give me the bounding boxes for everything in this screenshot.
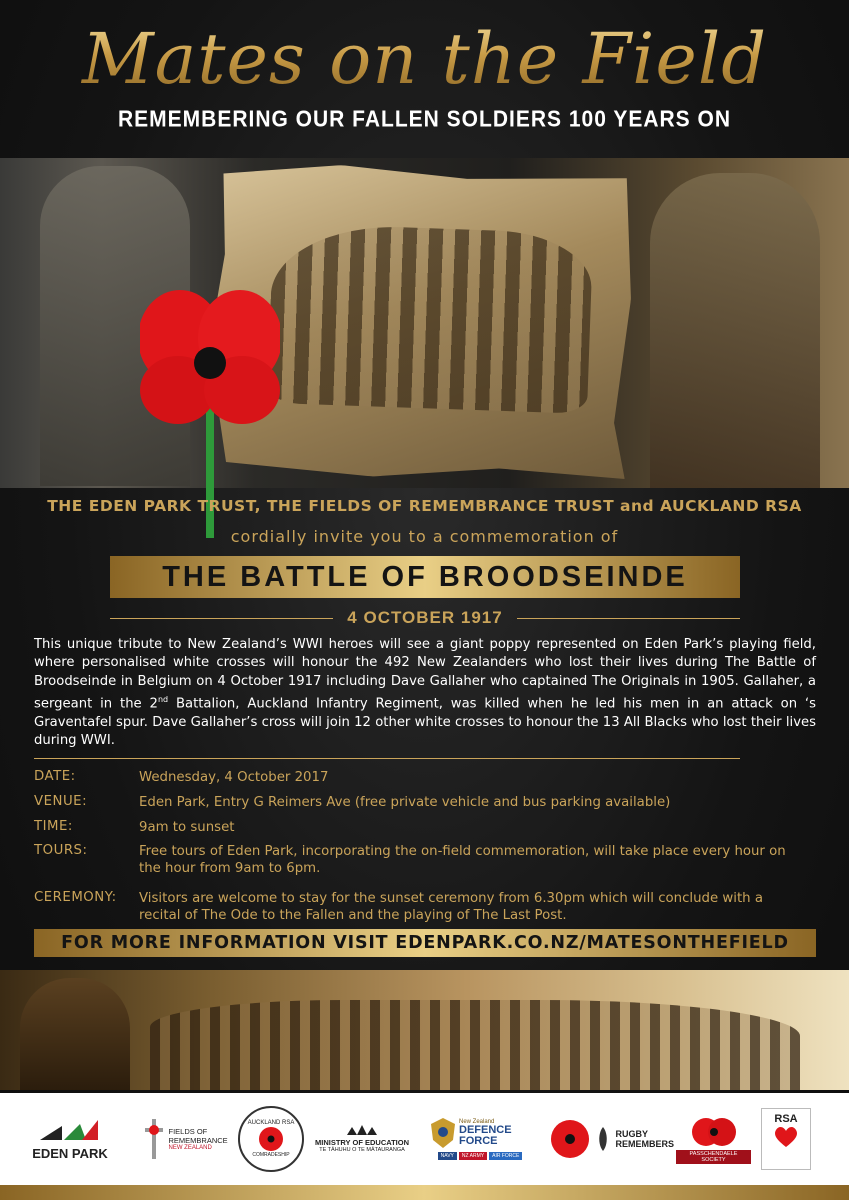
cross-icon [143, 1119, 165, 1159]
event-date-line [110, 608, 740, 628]
footer-strip [0, 1185, 849, 1200]
divider [110, 618, 333, 619]
ordinal-suffix: nd [157, 694, 169, 704]
event-date: 4 OCTOBER 1917 [347, 608, 503, 627]
ceremony-value: Visitors are welcome to stay for the sunset ceremony from 6.30pm which will conclude with a recital of The Ode to the Fallen and the playing of The Last Post. [139, 891, 763, 923]
detail-ceremony [34, 890, 799, 924]
venue-value: Eden Park, Entry G Reimers Ave (free private vehicle and bus parking available) [139, 795, 671, 810]
silver-fern-icon [596, 1127, 610, 1151]
nz-defence-force-logo [425, 1093, 535, 1185]
detail-time [34, 819, 799, 836]
poppy-icon [550, 1119, 590, 1159]
description-paragraph [34, 636, 816, 750]
divider [517, 618, 740, 619]
soldiers-artillery-image [150, 1000, 800, 1090]
tours-value: Free tours of Eden Park, incorporating the on-field commemoration, will take place every hour on the hour from 9am to 6pm. [139, 844, 786, 876]
date-value: Wednesday, 4 October 2017 [139, 770, 329, 785]
passchendaele-society-logo [676, 1093, 751, 1185]
fields-sub-text: NEW ZEALAND [168, 1145, 212, 1151]
time-label: TIME: [34, 819, 73, 834]
comradeship-text: COMRADESHIP [252, 1152, 290, 1158]
fields-text: FIELDS OF REMEMBRANCE [168, 1127, 228, 1145]
event-banner [110, 556, 740, 598]
historic-photo-strip [0, 970, 849, 1090]
rugby-remembers-logo [545, 1093, 675, 1185]
eden-park-logo [30, 1093, 110, 1185]
passchendaele-text: PASSCHENDAELE SOCIETY [676, 1150, 751, 1164]
army-badge: NZ ARMY [459, 1152, 487, 1160]
eden-park-text: EDEN PARK [32, 1145, 108, 1161]
ceremony-label: CEREMONY: [34, 890, 117, 905]
rsa-text: RSA [774, 1113, 798, 1125]
poppy-icon [686, 1114, 742, 1154]
poster-title: Mates on the Field [0, 18, 849, 100]
rugby-remembers-text: RUGBY REMEMBERS [615, 1129, 675, 1149]
detail-tours [34, 843, 799, 877]
defence-crest-icon [431, 1118, 455, 1148]
poster-subtitle: REMEMBERING OUR FALLEN SOLDIERS 100 YEARS ON [117, 106, 732, 133]
eden-park-mark-icon [40, 1118, 100, 1140]
air-force-badge: AIR FORCE [489, 1152, 522, 1160]
rugby-player-image [650, 173, 820, 488]
rugby-player-image [20, 978, 130, 1090]
invite-line: cordially invite you to a commemoration of [230, 527, 619, 546]
description-part-2: Battalion, Auckland Infantry Regiment, was killed when he led his men in an attack on ‘s Graventafel spur. Dave Gallaher’s cross will join 12 other white crosses to honour the 13 All Blacks who lost their lives during WWI. [34, 696, 816, 748]
detail-date [34, 769, 799, 786]
detail-venue [34, 794, 799, 811]
defence-text: DEFENCE FORCE [459, 1124, 512, 1147]
sponsor-logos [0, 1093, 849, 1185]
moe-sub-text: TE TĀHUHU O TE MĀTAURANGA [319, 1147, 405, 1153]
venue-label: VENUE: [34, 794, 88, 809]
heart-icon [773, 1125, 799, 1149]
time-value: 9am to sunset [139, 820, 235, 835]
more-info-banner [34, 929, 816, 957]
divider [34, 758, 740, 759]
auckland-rsa-logo [236, 1093, 306, 1185]
more-info-link[interactable]: FOR MORE INFORMATION VISIT EDENPARK.CO.NZ/MATESONTHEFIELD [61, 933, 789, 953]
event-title: THE BATTLE OF BROODSEINDE [162, 560, 688, 593]
poppy-stem [206, 398, 214, 538]
navy-badge: NAVY [438, 1152, 457, 1160]
photo-collage [0, 158, 849, 488]
auckland-rsa-badge [238, 1106, 304, 1172]
ministry-of-education-logo [312, 1093, 412, 1185]
moe-text: MINISTRY OF EDUCATION [314, 1138, 410, 1147]
auckland-rsa-text: AUCKLAND RSA [247, 1120, 295, 1126]
poppy-icon [258, 1126, 284, 1152]
date-label: DATE: [34, 769, 76, 784]
defence-top-text: New Zealand [459, 1119, 495, 1125]
ministry-mark-icon [347, 1125, 377, 1135]
rsa-logo [756, 1093, 816, 1185]
tours-label: TOURS: [34, 843, 88, 858]
hosts-line: THE EDEN PARK TRUST, THE FIELDS OF REMEMBRANCE TRUST and AUCKLAND RSA [47, 497, 802, 515]
marching-troops-image [267, 223, 593, 414]
fields-of-remembrance-logo [138, 1093, 228, 1185]
description-part-1: This unique tribute to New Zealand’s WWI heroes will see a giant poppy represented on Eden Park’s playing field, where personalised white crosses will honour the 492 New Zealanders who lost their lives during The Battle of Broodseinde in Belgium on 4 October 1917 including Dave Gallaher who captained The Originals in 1905. Gallaher, a sergeant in the 2 [34, 637, 816, 712]
